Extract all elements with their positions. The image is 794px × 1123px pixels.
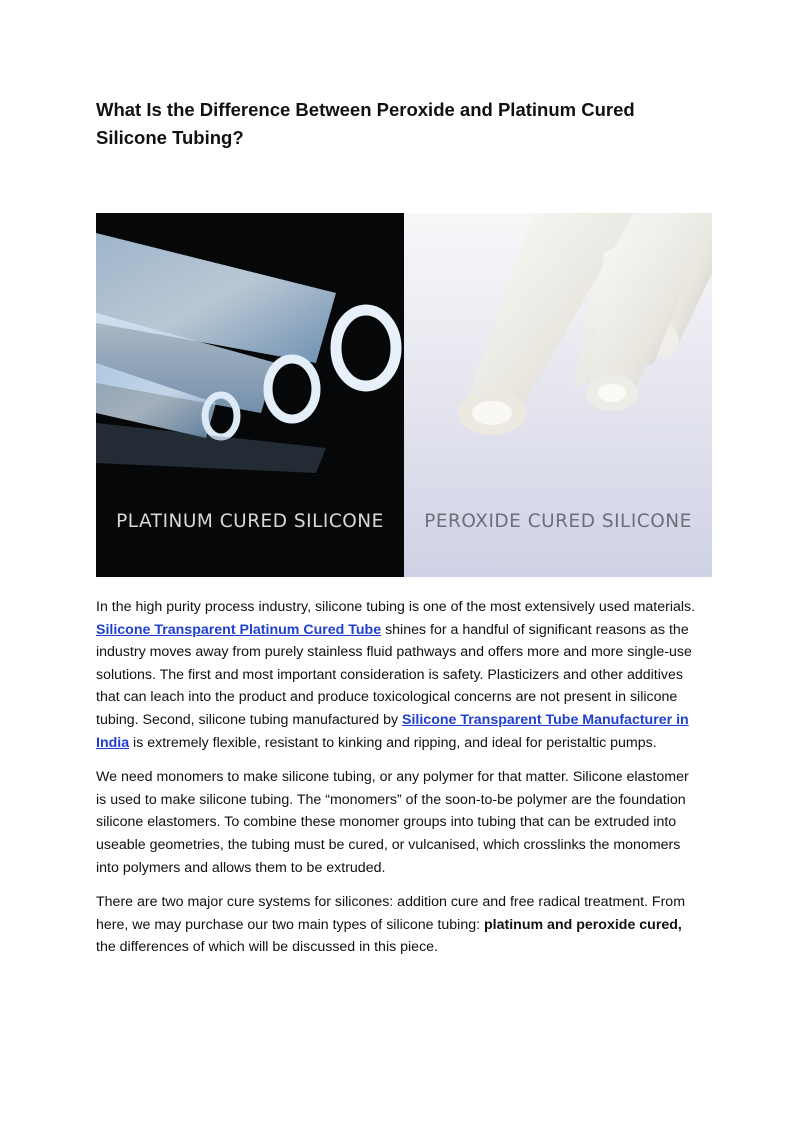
peroxide-tubing-photo <box>404 213 712 577</box>
peroxide-caption: PEROXIDE CURED SILICONE <box>424 511 692 532</box>
article-body <box>96 596 700 971</box>
paragraph-3-text-1: There are two major cure systems for silicones: addition cure and free radical treatment. From here, we may purchase our two main types of silicone tubing: <box>96 894 686 933</box>
platinum-tubing-photo <box>96 213 404 577</box>
tube-manufacturer-link[interactable]: Silicone Transparent Tube Manufacturer in India <box>96 711 689 751</box>
paragraph-3-text-2: the differences of which will be discussed in this piece. <box>96 939 438 956</box>
hero-image <box>96 213 712 577</box>
page-title: What Is the Difference Between Peroxide and Platinum Cured Silicone Tubing? <box>96 99 635 148</box>
paragraph-2: We need monomers to make silicone tubing, or any polymer for that matter. Silicone elastomer is used to make silicone tubing. The “monomers” of the soon-to-be polymer are the foundation silicone elastomers. To combine these monomer groups into tubing that can be extruded into useable geometries, the tubing must be cured, or vulcanised, which crosslinks the monomers into polymers and allows them to be extruded. <box>96 769 689 876</box>
paragraph-1-text-1: In the high purity process industry, silicone tubing is one of the most extensively used materials. <box>96 599 696 615</box>
paragraph-1 <box>96 596 700 754</box>
platinum-caption: PLATINUM CURED SILICONE <box>116 511 384 532</box>
platinum-cured-tube-link[interactable]: Silicone Transparent Platinum Cured Tube <box>96 621 382 638</box>
paragraph-1-text-3: is extremely flexible, resistant to kinking and ripping, and ideal for peristaltic pumps. <box>129 734 657 751</box>
paragraph-1-text-2: shines for a handful of significant reasons as the industry moves away from purely stainless fluid pathways and offers more and more single-use solutions. The first and most important consideration is safety. Plasticizers and other additives that can leach into the product and produce toxicological concerns are not present in silicone tubing. Second, silicone tubing manufactured by <box>96 621 692 728</box>
paragraph-3-bold: platinum and peroxide cured, <box>484 916 682 933</box>
paragraph-3 <box>96 891 700 959</box>
